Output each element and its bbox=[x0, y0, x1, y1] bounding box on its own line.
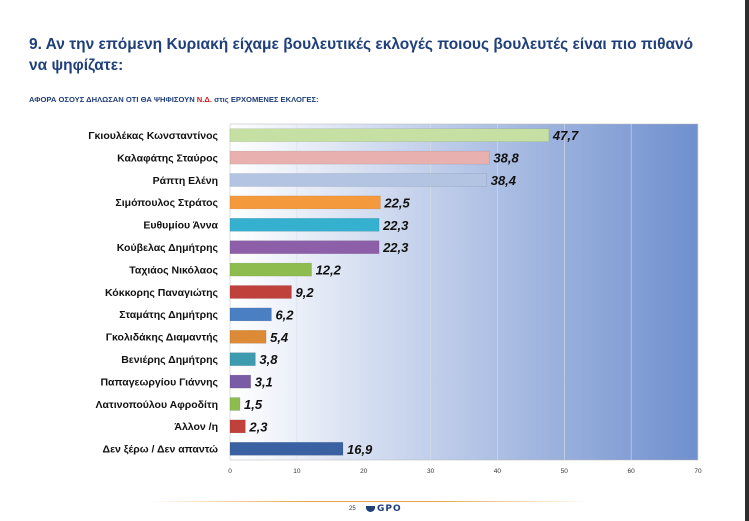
bar bbox=[230, 330, 266, 343]
category-label: Γκολιδάκης Διαμαντής bbox=[105, 331, 218, 344]
bar bbox=[230, 420, 245, 433]
bar bbox=[230, 398, 240, 411]
x-tick-label: 30 bbox=[426, 468, 435, 475]
page-number: 25 bbox=[349, 506, 356, 512]
category-label: Ταχιάος Νικόλαος bbox=[129, 264, 218, 277]
data-label: 22,5 bbox=[384, 195, 410, 211]
x-tick-label: 70 bbox=[694, 468, 702, 475]
category-label: Βενιέρης Δημήτρης bbox=[121, 354, 218, 366]
bar bbox=[230, 151, 489, 164]
category-label: Καλαφάτης Σταύρος bbox=[117, 152, 218, 165]
category-label: Κούβελας Δημήτρης bbox=[116, 242, 218, 254]
category-label: Ράπτη Ελένη bbox=[152, 174, 218, 187]
subtitle-pre: ΑΦΟΡΑ ΟΣΟΥΣ ΔΗΛΩΣΑΝ ΟΤΙ ΘΑ ΨΗΦΙΣΟΥΝ bbox=[29, 95, 197, 104]
bar bbox=[230, 241, 379, 254]
category-label: Σιμόπουλος Στράτος bbox=[115, 197, 218, 210]
data-label: 6,2 bbox=[275, 307, 294, 323]
logo-text: GPO bbox=[377, 504, 402, 514]
bar bbox=[230, 308, 271, 321]
data-label: 22,3 bbox=[383, 217, 409, 233]
gpo-logo bbox=[366, 504, 402, 514]
category-label: Ευθυμίου Άννα bbox=[143, 219, 218, 232]
bar bbox=[230, 196, 380, 209]
logo-mark-icon bbox=[366, 506, 375, 512]
x-tick-label: 60 bbox=[627, 468, 635, 475]
subtitle-post: ΕΡΧΟΜΕΝΕΣ ΕΚΛΟΓΕΣ: bbox=[228, 95, 319, 104]
category-label: Παπαγεωργίου Γιάννης bbox=[100, 376, 218, 389]
category-label: Δεν ξέρω / Δεν απαντώ bbox=[102, 443, 218, 456]
subtitle-mid: στις bbox=[211, 95, 229, 104]
category-label: Γκιουλέκας Κωνσταντίνος bbox=[88, 130, 218, 142]
page-title: 9. Αν την επόμενη Κυριακή είχαμε βουλευτικές εκλογές ποιους βουλευτές είναι πιο πιθανό να ψηφίζατε: bbox=[29, 36, 694, 74]
data-label: 47,7 bbox=[552, 128, 579, 144]
bar bbox=[230, 263, 312, 276]
bar bbox=[230, 442, 343, 455]
x-tick-label: 20 bbox=[360, 468, 368, 475]
category-label: Κόκκορης Παναγιώτης bbox=[104, 286, 218, 299]
data-label: 16,9 bbox=[346, 441, 373, 457]
data-label: 5,4 bbox=[270, 329, 289, 345]
bar bbox=[230, 129, 549, 142]
data-label: 38,8 bbox=[493, 150, 519, 166]
data-label: 2,3 bbox=[249, 419, 268, 435]
subtitle-party: Ν.Δ. bbox=[196, 95, 212, 104]
category-label: Σταμάτης Δημήτρης bbox=[119, 309, 218, 322]
bar bbox=[230, 218, 379, 231]
bar bbox=[230, 286, 292, 299]
x-tick-label: 40 bbox=[493, 468, 502, 475]
footer-divider bbox=[150, 501, 590, 502]
data-label: 3,1 bbox=[254, 374, 273, 390]
data-label: 1,5 bbox=[244, 397, 263, 412]
data-label: 22,3 bbox=[383, 240, 409, 256]
bar bbox=[230, 375, 251, 388]
bar bbox=[230, 174, 487, 187]
x-tick-label: 0 bbox=[228, 468, 232, 475]
category-label: Άλλον /η bbox=[174, 421, 218, 434]
x-tick-label: 10 bbox=[293, 468, 301, 475]
bar bbox=[230, 353, 255, 366]
x-tick-label: 50 bbox=[560, 468, 568, 475]
data-label: 12,2 bbox=[315, 262, 341, 278]
data-label: 3,8 bbox=[259, 352, 278, 368]
category-label: Λατινοπούλου Αφροδίτη bbox=[95, 398, 218, 411]
data-label: 38,4 bbox=[490, 173, 517, 188]
data-label: 9,2 bbox=[295, 285, 314, 300]
